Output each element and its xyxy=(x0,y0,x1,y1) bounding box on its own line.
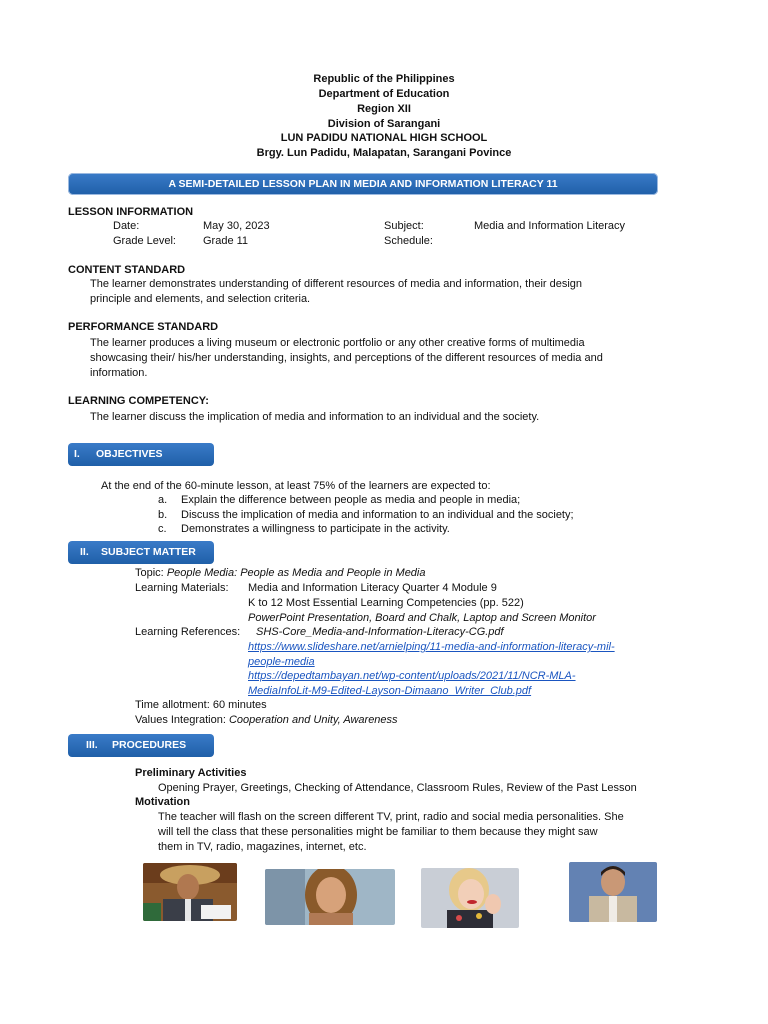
motivation-line-1: The teacher will flash on the screen different TV, print, radio and social media personalities. She xyxy=(158,811,624,823)
objectives-intro: At the end of the 60-minute lesson, at least 75% of the learners are expected to: xyxy=(101,480,491,492)
lesson-information-heading: LESSON INFORMATION xyxy=(68,206,194,218)
values-integration-value: Cooperation and Unity, Awareness xyxy=(228,714,398,726)
content-standard-heading: CONTENT STANDARD xyxy=(68,264,186,276)
learning-competency-line-1: The learner discuss the implication of media and information to an individual and the society. xyxy=(90,411,540,423)
learning-materials-1: Media and Information Literacy Quarter 4 Module 9 xyxy=(248,582,497,594)
procedures-title: PROCEDURES xyxy=(112,739,187,751)
learning-competency-heading: LEARNING COMPETENCY: xyxy=(68,395,209,407)
subject-label: Subject: xyxy=(384,220,424,232)
date-value: May 30, 2023 xyxy=(203,220,270,232)
grade-level-value: Grade 11 xyxy=(203,235,249,247)
personality-photo-3 xyxy=(421,868,519,928)
objectives-title: OBJECTIVES xyxy=(96,448,163,460)
values-integration-row xyxy=(135,713,398,728)
header-republic: Republic of the Philippines xyxy=(313,73,455,85)
grade-level-label: Grade Level: xyxy=(113,235,176,247)
topic-label: Topic: xyxy=(135,567,164,579)
date-label: Date: xyxy=(113,220,140,232)
topic-row xyxy=(135,566,425,581)
learning-references-label: Learning References: xyxy=(135,626,241,638)
objective-b-text: Discuss the implication of media and information to an individual and the society; xyxy=(181,509,574,521)
subject-matter-section-tab xyxy=(68,541,214,564)
lesson-plan-title-banner: A SEMI-DETAILED LESSON PLAN IN MEDIA AND INFORMATION LITERACY 11 xyxy=(68,173,658,195)
header-department: Department of Education xyxy=(318,88,450,100)
procedures-number: III. xyxy=(86,739,98,751)
procedures-section-tab xyxy=(68,734,214,757)
learning-materials-2: K to 12 Most Essential Learning Competencies (pp. 522) xyxy=(248,597,524,609)
header-division: Division of Sarangani xyxy=(327,118,441,130)
performance-standard-line-2: showcasing their/ his/her understanding, insights, and perceptions of the different resources of media and xyxy=(90,352,603,364)
motivation-line-2: will tell the class that these personalities might be familiar to them because they might saw xyxy=(158,826,598,838)
schedule-label: Schedule: xyxy=(384,235,433,247)
slideshare-link-line-2[interactable]: people-media xyxy=(248,656,315,668)
objective-c-letter: c. xyxy=(158,523,167,535)
header-address: Brgy. Lun Padidu, Malapatan, Sarangani Povince xyxy=(256,147,512,159)
depedtambayan-link-line-1[interactable]: https://depedtambayan.net/wp-content/uploads/2021/11/NCR-MLA- xyxy=(248,670,576,682)
objective-c-text: Demonstrates a willingness to participate in the activity. xyxy=(181,523,450,535)
performance-standard-heading: PERFORMANCE STANDARD xyxy=(68,321,219,333)
objectives-section-tab xyxy=(68,443,214,466)
subject-value: Media and Information Literacy xyxy=(474,220,626,232)
performance-standard-line-1: The learner produces a living museum or electronic portfolio or any other creative forms of multimedia xyxy=(90,337,585,349)
personality-photo-1 xyxy=(143,863,237,921)
performance-standard-line-3: information. xyxy=(90,367,148,379)
motivation-line-3: them in TV, radio, magazines, internet, etc. xyxy=(158,841,367,853)
header-region: Region XII xyxy=(357,103,411,115)
topic-value: People Media: People as Media and People in Media xyxy=(166,567,426,579)
depedtambayan-link-line-2[interactable]: MediaInfoLit-M9-Edited-Layson-Dimaano_Writer_Club.pdf xyxy=(248,685,532,697)
values-integration-label: Values Integration: xyxy=(135,714,226,726)
objective-a-text: Explain the difference between people as media and people in media; xyxy=(181,494,521,506)
time-allotment: Time allotment: 60 minutes xyxy=(135,699,267,711)
personality-photo-4 xyxy=(569,862,657,922)
slideshare-link-line-1[interactable]: https://www.slideshare.net/arnielping/11-media-and-information-literacy-mil- xyxy=(248,641,615,653)
learning-materials-label: Learning Materials: xyxy=(135,582,229,594)
objectives-number: I. xyxy=(74,448,80,460)
objective-b-letter: b. xyxy=(158,509,168,521)
personality-photo-2 xyxy=(265,869,395,925)
objective-a-letter: a. xyxy=(158,494,168,506)
preliminary-activities-heading: Preliminary Activities xyxy=(135,767,247,779)
subject-matter-title: SUBJECT MATTER xyxy=(101,546,196,558)
preliminary-activities-text: Opening Prayer, Greetings, Checking of Attendance, Classroom Rules, Review of the Past Lesson xyxy=(158,782,637,794)
header-school: LUN PADIDU NATIONAL HIGH SCHOOL xyxy=(280,132,488,144)
motivation-heading: Motivation xyxy=(135,796,190,808)
content-standard-line-1: The learner demonstrates understanding of different resources of media and information, their design xyxy=(90,278,583,290)
learning-materials-3: PowerPoint Presentation, Board and Chalk, Laptop and Screen Monitor xyxy=(248,612,596,624)
subject-matter-number: II. xyxy=(80,546,89,558)
learning-references-1: SHS-Core_Media-and-Information-Literacy-CG.pdf xyxy=(256,626,504,638)
content-standard-line-2: principle and elements, and selection criteria. xyxy=(90,293,311,305)
